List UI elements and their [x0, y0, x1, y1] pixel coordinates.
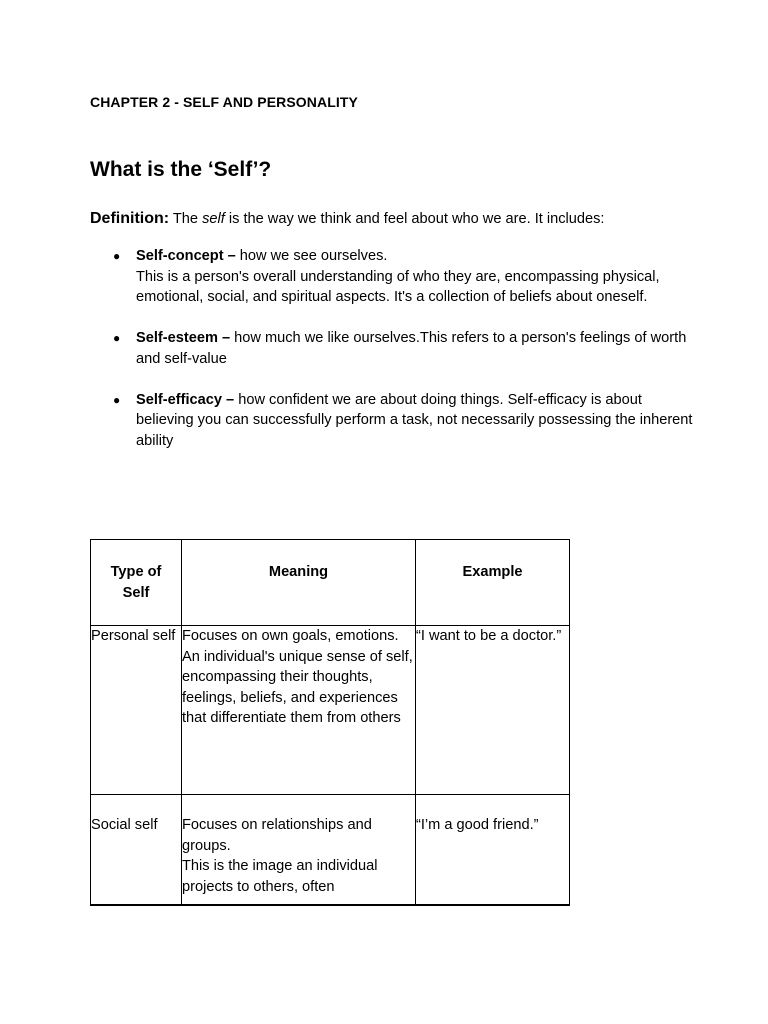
- cell-meaning-line: Focuses on relationships and groups.: [182, 817, 372, 854]
- cell-meaning: [182, 795, 416, 905]
- header-example: Example: [416, 540, 570, 626]
- bullet-term: Self-esteem –: [136, 330, 231, 346]
- bullet-term: Self-concept –: [136, 248, 236, 264]
- table-header-row: [91, 540, 570, 626]
- list-item-self-concept: [113, 246, 693, 308]
- definition-italic-word: self: [202, 211, 225, 227]
- bullet-term: Self-efficacy –: [136, 391, 235, 408]
- definition-text-after: is the way we think and feel about who we are. It includes:: [224, 211, 605, 227]
- definition-paragraph: [90, 210, 604, 228]
- cell-meaning: Focuses on own goals, emotions. An individual's unique sense of self, encompassing their thoughts, feelings, beliefs, and experiences that differentiate them from others: [182, 626, 416, 795]
- table-row: [91, 795, 570, 905]
- bullet-short: how much we like ourselves.This refers to a person's feelings of worth and self-value: [136, 330, 687, 367]
- bullet-icon: ●: [113, 249, 121, 263]
- cell-example: “I’m a good friend.”: [416, 795, 570, 905]
- definition-label: Definition:: [90, 210, 170, 227]
- self-components-list: [113, 246, 693, 472]
- table-row: [91, 626, 570, 795]
- definition-text-before: The: [169, 211, 203, 227]
- bullet-icon: ●: [113, 392, 121, 407]
- bullet-short: how confident we are about doing things. Self-efficacy is about believing you can successfully perform a task, not necessarily possessing the inherent ability: [136, 391, 693, 449]
- section-heading: What is the ‘Self’?: [90, 158, 272, 181]
- cell-meaning-line: This is the image an individual projects to others, often: [182, 858, 378, 895]
- cell-example: “I want to be a doctor.”: [416, 626, 570, 795]
- bullet-detail: This is a person's overall understanding of who they are, encompassing physical, emotional, social, and spiritual aspects. It's a collection of beliefs about oneself.: [136, 268, 660, 305]
- bullet-icon: ●: [113, 331, 121, 345]
- bullet-short: how we see ourselves.: [235, 248, 388, 264]
- cell-type: Personal self: [91, 626, 182, 795]
- header-meaning: Meaning: [182, 540, 416, 626]
- list-item-self-efficacy: [113, 390, 693, 452]
- cell-type: Social self: [91, 795, 182, 905]
- list-item-self-esteem: [113, 328, 693, 369]
- chapter-title: CHAPTER 2 - SELF AND PERSONALITY: [90, 94, 358, 110]
- header-type-of-self: Type of Self: [91, 540, 182, 626]
- types-of-self-table: [90, 539, 570, 906]
